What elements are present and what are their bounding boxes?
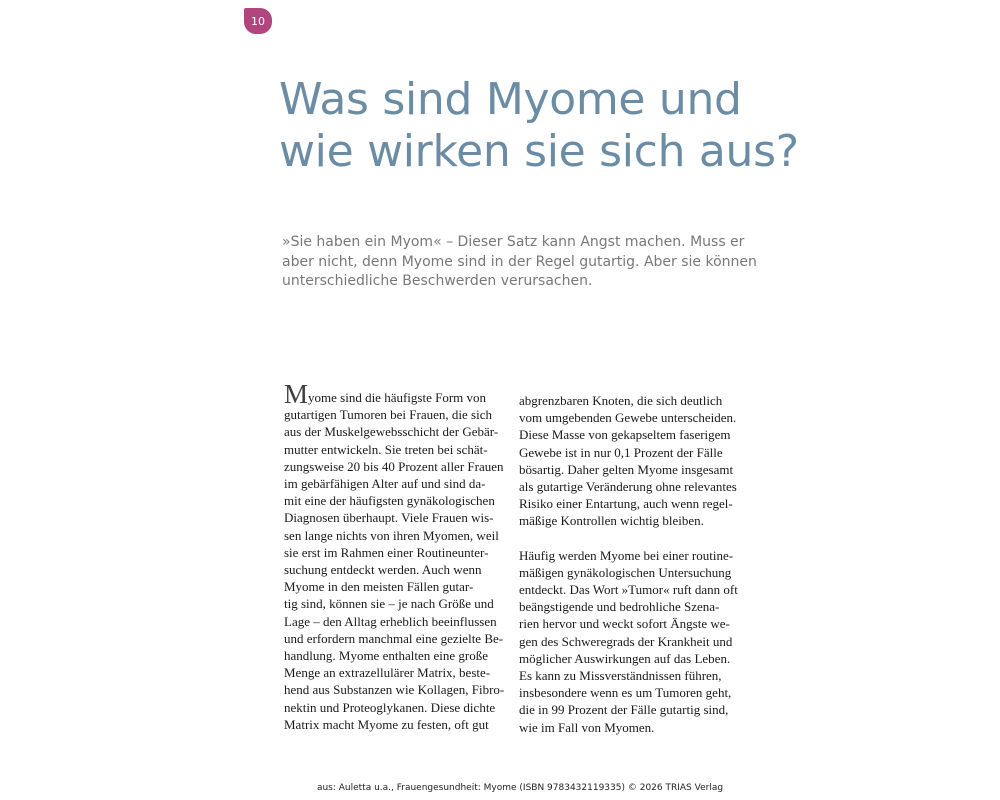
body-line: Diagnosen überhaupt. Viele Frauen wis- <box>284 510 494 526</box>
body-line: zungsweise 20 bis 40 Prozent aller Frauen <box>284 458 504 474</box>
page-number-badge: 10 <box>244 8 272 34</box>
body-line: Häufig werden Myome bei einer routine- <box>519 547 734 563</box>
body-line: mit eine der häufigsten gynäkologischen <box>284 493 495 509</box>
body-line <box>284 379 524 409</box>
body-line: Es kann zu Missverständnissen führen, <box>519 668 722 684</box>
body-line: Diese Masse von gekapseltem faserigem <box>519 427 731 443</box>
lead-line: unterschiedliche Beschwerden verursachen. <box>282 273 593 289</box>
body-line: insbesondere wenn es um Tumoren geht, <box>519 685 732 701</box>
body-line: im gebärfähigen Alter auf und sind da- <box>284 476 486 492</box>
body-line: gen des Schweregrads der Krankheit und <box>519 633 733 649</box>
body-line: mäßigen gynäkologischen Untersuchung <box>519 564 732 580</box>
lead-paragraph <box>282 233 802 292</box>
body-line: Risiko einer Entartung, auch wenn regel- <box>519 496 733 512</box>
body-line: gutartigen Tumoren bei Frauen, die sich <box>284 407 492 423</box>
body-line: sen lange nichts von ihren Myomen, weil <box>284 527 499 543</box>
paragraph-gap <box>519 530 759 547</box>
title-line-2: wie wirken sie sich aus? <box>279 126 799 177</box>
body-line: Gewebe ist in nur 0,1 Prozent der Fälle <box>519 444 723 460</box>
body-line: hend aus Substanzen wie Kollagen, Fibro- <box>284 682 505 698</box>
body-column-left <box>284 379 524 733</box>
body-line: bösartig. Daher gelten Myome insgesamt <box>519 461 734 477</box>
body-line: abgrenzbaren Knoten, die sich deutlich <box>519 393 723 408</box>
body-line: mäßige Kontrollen wichtig bleiben. <box>519 513 704 529</box>
body-line: tig sind, können sie – je nach Größe und <box>284 596 494 612</box>
body-line: Menge an extrazellulärer Matrix, beste- <box>284 665 491 681</box>
body-line: entdeckt. Das Wort »Tumor« ruft dann oft <box>519 582 738 598</box>
chapter-title <box>279 74 799 178</box>
drop-cap: M <box>284 379 309 409</box>
body-column-right <box>519 392 759 736</box>
body-line: vom umgebenden Gewebe unterscheiden. <box>519 410 737 426</box>
body-line: als gutartige Veränderung ohne relevantes <box>519 479 737 495</box>
body-line: Matrix macht Myome zu festen, oft gut <box>284 716 489 732</box>
body-line: möglicher Auswirkungen auf das Leben. <box>519 650 731 666</box>
lead-line: aber nicht, denn Myome sind in der Regel gutartig. Aber sie können <box>282 253 757 270</box>
title-line-1: Was sind Myome und <box>279 74 742 125</box>
body-line: wie im Fall von Myomen. <box>519 719 655 735</box>
body-line: und erfordern manchmal eine gezielte Be- <box>284 630 504 646</box>
body-line: handlung. Myome enthalten eine große <box>284 648 488 664</box>
body-line: beängstigende und bedrohliche Szena- <box>519 599 720 615</box>
body-line: suchung entdeckt werden. Auch wenn <box>284 562 482 578</box>
body-line-text: yome sind die häufigste Form von <box>308 390 487 405</box>
body-line: die in 99 Prozent der Fälle gutartig sind, <box>519 702 729 718</box>
body-line: aus der Muskelgewebsschicht der Gebär- <box>284 424 499 440</box>
body-line: sie erst im Rahmen einer Routineunter- <box>284 544 489 560</box>
body-line: nektin und Proteoglykanen. Diese dichte <box>284 699 496 715</box>
body-line: Lage – den Alltag erheblich beeinflussen <box>284 613 497 629</box>
body-line: mutter entwickeln. Sie treten bei schät- <box>284 441 488 457</box>
lead-line: »Sie haben ein Myom« – Dieser Satz kann Angst machen. Muss er <box>282 234 745 250</box>
source-citation: aus: Auletta u.a., Frauengesundheit: Myome (ISBN 9783432119335) © 2026 TRIAS Verlag <box>316 783 724 793</box>
body-line: Myome in den meisten Fällen gutar- <box>284 579 474 595</box>
page-footer <box>0 783 1000 793</box>
body-line: rien hervor und weckt sofort Ängste we- <box>519 616 730 632</box>
